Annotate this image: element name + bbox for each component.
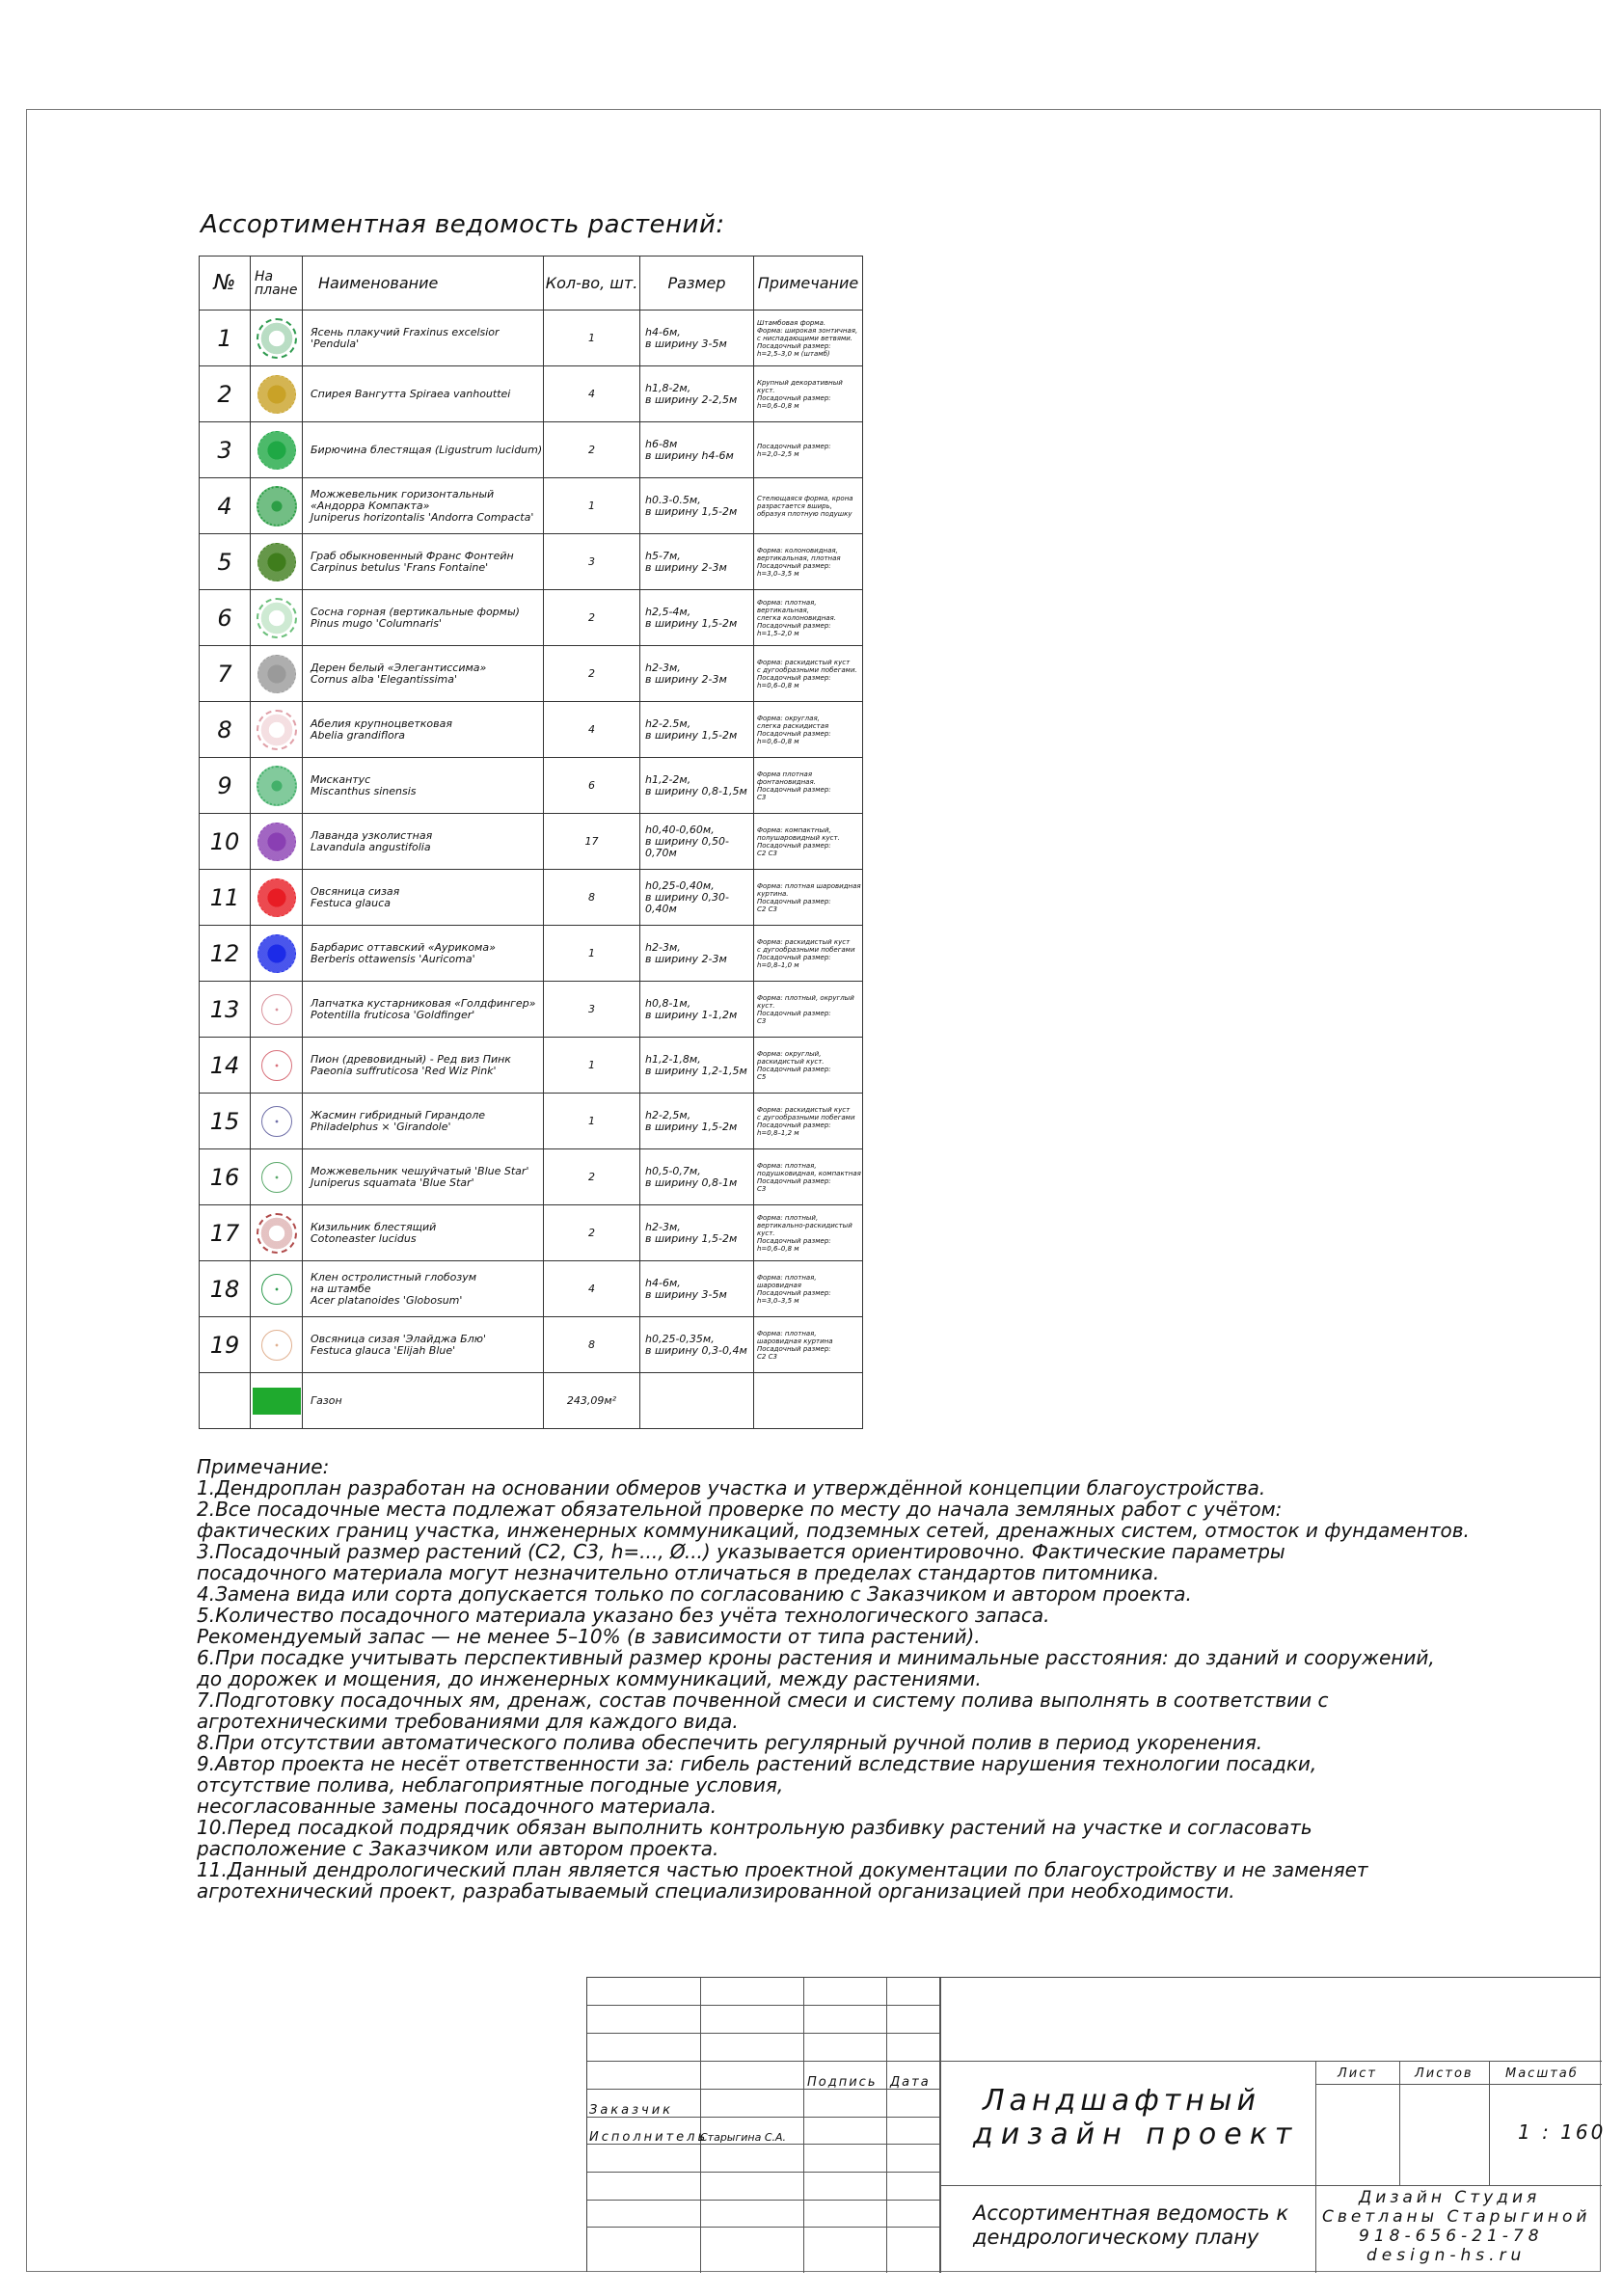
plant-name: Ясень плакучий Fraxinus excelsior 'Pendula' xyxy=(303,311,544,366)
plant-size: h2-2,5м, в ширину 1,5-2м xyxy=(640,1094,754,1149)
plant-symbol-icon xyxy=(257,486,297,527)
plan-symbol-cell xyxy=(251,1149,303,1205)
plant-note: Форма: колоновидная, вертикальная, плотная Посадочный размер: h=3,0–3,5 м xyxy=(754,534,863,590)
plant-quantity: 2 xyxy=(544,422,640,478)
plant-size: h0,25-0,40м, в ширину 0,30-0,40м xyxy=(640,870,754,926)
plant-size: h0,8-1м, в ширину 1-1,2м xyxy=(640,982,754,1038)
table-row xyxy=(200,702,863,758)
table-header-row xyxy=(200,257,863,311)
plant-quantity: 8 xyxy=(544,1317,640,1373)
plant-note: Форма: плотная шаровидная куртина. Посадочный размер: С2 С3 xyxy=(754,870,863,926)
stamp-ispolnitel: Исполнитель xyxy=(589,2130,709,2145)
page-title: Ассортиментная ведомость растений: xyxy=(201,210,725,239)
plant-symbol-icon xyxy=(261,1050,292,1081)
row-number: 18 xyxy=(200,1261,251,1317)
plant-size: h1,8-2м, в ширину 2-2,5м xyxy=(640,366,754,422)
notes-heading: Примечание: xyxy=(197,1455,330,1478)
plant-name: Пион (древовидный) - Ред виз Пинк Paeonia suffruticosa 'Red Wiz Pink' xyxy=(303,1038,544,1094)
table-row xyxy=(200,422,863,478)
plant-name: Сосна горная (вертикальные формы) Pinus mugo 'Columnaris' xyxy=(303,590,544,646)
plant-symbol-icon xyxy=(257,1213,297,1254)
header-name: Наименование xyxy=(303,257,544,311)
plant-size: h2,5-4м, в ширину 1,5-2м xyxy=(640,590,754,646)
row-number: 1 xyxy=(200,311,251,366)
plant-name: Овсяница сизая Festuca glauca xyxy=(303,870,544,926)
plant-quantity: 2 xyxy=(544,1205,640,1261)
table-row xyxy=(200,758,863,814)
row-number: 2 xyxy=(200,366,251,422)
plant-note: Форма: плотная, подушковидная, компактная Посадочный размер: С3 xyxy=(754,1149,863,1205)
row-number: 6 xyxy=(200,590,251,646)
plan-symbol-cell xyxy=(251,1373,303,1429)
plant-size: h2-2.5м, в ширину 1,5-2м xyxy=(640,702,754,758)
studio-phone: 918-656-21-78 xyxy=(1359,2227,1544,2246)
table-row xyxy=(200,1094,863,1149)
plant-name: Газон xyxy=(303,1373,544,1429)
plan-symbol-cell xyxy=(251,311,303,366)
row-number: 19 xyxy=(200,1317,251,1373)
note-line: 10.Перед посадкой подрядчик обязан выполнить контрольную разбивку растений на участке и согласовать xyxy=(197,1816,1312,1839)
plant-size: h1,2-1,8м, в ширину 1,2-1,5м xyxy=(640,1038,754,1094)
plant-note: Крупный декоративный куст. Посадочный размер: h=0,6–0,8 м xyxy=(754,366,863,422)
plant-note: Форма: округлая, слегка раскидистая Посадочный размер: h=0,6–0,8 м xyxy=(754,702,863,758)
plan-symbol-cell xyxy=(251,534,303,590)
plant-quantity: 3 xyxy=(544,534,640,590)
stamp-podpis: Подпись xyxy=(807,2075,878,2090)
plan-symbol-cell xyxy=(251,758,303,814)
plan-symbol-cell xyxy=(251,478,303,534)
plant-size: h0,40-0,60м, в ширину 0,50-0,70м xyxy=(640,814,754,870)
note-line: 3.Посадочный размер растений (С2, С3, h=..., Ø...) указывается ориентировочно. Фактические параметры xyxy=(197,1540,1285,1563)
plant-name: Можжевельник горизонтальный «Андорра Компакта» Juniperus horizontalis 'Andorra Compacta' xyxy=(303,478,544,534)
note-line: Рекомендуемый запас — не менее 5–10% (в зависимости от типа растений). xyxy=(197,1625,981,1648)
plant-note: Стелющаяся форма, крона разрастается вширь, образуя плотную подушку xyxy=(754,478,863,534)
plant-name: Спирея Вангутта Spiraea vanhouttei xyxy=(303,366,544,422)
note-line: несогласованные замены посадочного материала. xyxy=(197,1795,717,1818)
note-line: посадочного материала могут незначительно отличаться в пределах стандартов питомника. xyxy=(197,1561,1160,1584)
sheet-title-line-2: дендрологическому плану xyxy=(973,2226,1259,2249)
row-number: 17 xyxy=(200,1205,251,1261)
plant-name: Мискантус Miscanthus sinensis xyxy=(303,758,544,814)
plant-quantity: 2 xyxy=(544,590,640,646)
plant-note xyxy=(754,1373,863,1429)
table-row xyxy=(200,814,863,870)
plant-symbol-icon xyxy=(261,994,292,1025)
plan-symbol-cell xyxy=(251,1094,303,1149)
plan-symbol-cell xyxy=(251,926,303,982)
row-number: 8 xyxy=(200,702,251,758)
plant-name: Можжевельник чешуйчатый 'Blue Star' Juniperus squamata 'Blue Star' xyxy=(303,1149,544,1205)
plant-size: h6-8м в ширину h4-6м xyxy=(640,422,754,478)
lawn-hatch-icon xyxy=(253,1388,301,1415)
plan-symbol-cell xyxy=(251,1317,303,1373)
plan-symbol-cell xyxy=(251,1261,303,1317)
plant-quantity: 2 xyxy=(544,1149,640,1205)
plant-size: h2-3м, в ширину 2-3м xyxy=(640,926,754,982)
title-block xyxy=(586,1977,1607,2272)
plant-name: Лапчатка кустарниковая «Голдфингер» Potentilla fruticosa 'Goldfinger' xyxy=(303,982,544,1038)
plant-quantity: 1 xyxy=(544,1094,640,1149)
notes-block xyxy=(197,1456,1508,1902)
row-number xyxy=(200,1373,251,1429)
plant-name: Абелия крупноцветковая Abelia grandiflora xyxy=(303,702,544,758)
row-number: 12 xyxy=(200,926,251,982)
plant-note: Посадочный размер: h=2,0–2,5 м xyxy=(754,422,863,478)
plant-name: Кизильник блестящий Cotoneaster lucidus xyxy=(303,1205,544,1261)
plan-symbol-cell xyxy=(251,590,303,646)
studio-site: design-hs.ru xyxy=(1366,2246,1527,2265)
plant-quantity: 4 xyxy=(544,1261,640,1317)
table-row xyxy=(200,926,863,982)
plant-symbol-icon xyxy=(257,318,297,359)
plant-name: Клен остролистный глобозум на штамбе Acer platanoides 'Globosum' xyxy=(303,1261,544,1317)
note-line: 1.Дендроплан разработан на основании обмеров участка и утверждённой концепции благоустройства. xyxy=(197,1476,1266,1499)
plant-size: h4-6м, в ширину 3-5м xyxy=(640,1261,754,1317)
plant-name: Граб обыкновенный Франс Фонтейн Carpinus betulus 'Frans Fontaine' xyxy=(303,534,544,590)
plan-symbol-cell xyxy=(251,814,303,870)
row-number: 9 xyxy=(200,758,251,814)
header-size: Размер xyxy=(640,257,754,311)
row-number: 11 xyxy=(200,870,251,926)
row-number: 10 xyxy=(200,814,251,870)
plant-symbol-icon xyxy=(257,823,296,861)
plan-symbol-cell xyxy=(251,982,303,1038)
note-line: расположение с Заказчиком или автором проекта. xyxy=(197,1837,719,1860)
plant-symbol-icon xyxy=(257,598,297,638)
notes-list xyxy=(197,1477,1508,1902)
note-line: агротехническими требованиями для каждого вида. xyxy=(197,1710,739,1733)
row-number: 14 xyxy=(200,1038,251,1094)
plant-quantity: 2 xyxy=(544,646,640,702)
note-line: 6.При посадке учитывать перспективный размер кроны растения и минимальные расстояния: до зданий и сооружений, xyxy=(197,1646,1435,1669)
plan-symbol-cell xyxy=(251,422,303,478)
plant-quantity: 1 xyxy=(544,926,640,982)
note-line: 4.Замена вида или сорта допускается только по согласованию с Заказчиком и автором проекта. xyxy=(197,1582,1192,1606)
note-line: 8.При отсутствии автоматического полива обеспечить регулярный ручной полив в период укоренения. xyxy=(197,1731,1263,1754)
plant-note: Форма: плотная, вертикальная, слегка колоновидная. Посадочный размер: h=1,5–2,0 м xyxy=(754,590,863,646)
table-row xyxy=(200,478,863,534)
stamp-list: Лист xyxy=(1338,2066,1377,2081)
table-row xyxy=(200,1261,863,1317)
row-number: 7 xyxy=(200,646,251,702)
row-number: 4 xyxy=(200,478,251,534)
plant-note: Форма плотная фонтановидная. Посадочный размер: С3 xyxy=(754,758,863,814)
table-row xyxy=(200,366,863,422)
plant-symbol-icon xyxy=(257,766,297,806)
plan-symbol-cell xyxy=(251,366,303,422)
table-row xyxy=(200,982,863,1038)
plant-name: Жасмин гибридный Гирандоле Philadelphus × 'Girandole' xyxy=(303,1094,544,1149)
plant-quantity: 17 xyxy=(544,814,640,870)
plant-size: h0,25-0,35м, в ширину 0,3-0,4м xyxy=(640,1317,754,1373)
plant-name: Барбарис оттавский «Аурикома» Berberis ottawensis 'Auricoma' xyxy=(303,926,544,982)
row-number: 15 xyxy=(200,1094,251,1149)
stamp-listov: Листов xyxy=(1415,2066,1474,2081)
plant-symbol-icon xyxy=(257,878,296,917)
table-row xyxy=(200,1317,863,1373)
sheet-title-line-1: Ассортиментная ведомость к xyxy=(973,2201,1289,2225)
plant-note: Форма: плотный, округлый куст. Посадочный размер: С3 xyxy=(754,982,863,1038)
plant-quantity: 4 xyxy=(544,702,640,758)
plant-size: h2-3м, в ширину 2-3м xyxy=(640,646,754,702)
plant-size: h0.3-0.5м, в ширину 1,5-2м xyxy=(640,478,754,534)
plant-quantity: 243,09м² xyxy=(544,1373,640,1429)
plant-symbol-icon xyxy=(261,1162,292,1193)
table-row xyxy=(200,1149,863,1205)
table-row xyxy=(200,1373,863,1429)
plant-quantity: 1 xyxy=(544,478,640,534)
plan-symbol-cell xyxy=(251,870,303,926)
plant-name: Овсяница сизая 'Элайджа Блю' Festuca glauca 'Elijah Blue' xyxy=(303,1317,544,1373)
plant-symbol-icon xyxy=(257,934,296,973)
plant-symbol-icon xyxy=(257,655,296,693)
note-line: до дорожек и мощения, до инженерных коммуникаций, между растениями. xyxy=(197,1667,982,1690)
row-number: 16 xyxy=(200,1149,251,1205)
plant-symbol-icon xyxy=(257,543,296,581)
plan-symbol-cell xyxy=(251,702,303,758)
table-row xyxy=(200,1205,863,1261)
plant-symbol-icon xyxy=(257,375,296,414)
plant-symbol-icon xyxy=(257,431,296,470)
plant-quantity: 6 xyxy=(544,758,640,814)
plant-note: Форма: плотная, шаровидная Посадочный размер: h=3,0–3,5 м xyxy=(754,1261,863,1317)
plan-symbol-cell xyxy=(251,1205,303,1261)
plant-note: Форма: раскидистый куст с дугообразными побегами. Посадочный размер: h=0,6–0,8 м xyxy=(754,646,863,702)
plant-size: h0,5-0,7м, в ширину 0,8-1м xyxy=(640,1149,754,1205)
row-number: 5 xyxy=(200,534,251,590)
plant-name: Лаванда узколистная Lavandula angustifolia xyxy=(303,814,544,870)
table-row xyxy=(200,534,863,590)
stamp-scale: 1 : 160 xyxy=(1518,2120,1607,2144)
plant-quantity: 8 xyxy=(544,870,640,926)
note-line: 11.Данный дендрологический план является частью проектной документации по благоустройству и не заменяет xyxy=(197,1858,1368,1881)
assortment-table xyxy=(199,256,863,1429)
note-line: 9.Автор проекта не несёт ответственности за: гибель растений вследствие нарушения технологии посадки, xyxy=(197,1752,1317,1775)
note-line: фактических границ участка, инженерных коммуникаций, подземных сетей, дренажных систем, отмосток и фундаментов. xyxy=(197,1519,1470,1542)
stamp-data: Дата xyxy=(890,2075,931,2090)
plant-symbol-icon xyxy=(261,1330,292,1361)
plant-symbol-icon xyxy=(257,710,297,750)
note-line: 7.Подготовку посадочных ям, дренаж, состав почвенной смеси и систему полива выполнять в соответствии с xyxy=(197,1688,1329,1712)
table-row xyxy=(200,1038,863,1094)
plant-symbol-icon xyxy=(261,1274,292,1305)
stamp-zakazchik: Заказчик xyxy=(589,2103,674,2118)
plant-size: h5-7м, в ширину 2-3м xyxy=(640,534,754,590)
note-line: 5.Количество посадочного материала указано без учёта технологического запаса. xyxy=(197,1604,1050,1627)
plan-symbol-cell xyxy=(251,646,303,702)
plant-name: Дерен белый «Элегантиссима» Cornus alba 'Elegantissima' xyxy=(303,646,544,702)
header-note: Примечание xyxy=(754,257,863,311)
plant-size xyxy=(640,1373,754,1429)
plant-note: Форма: раскидистый куст с дугообразными побегами Посадочный размер: h=0,8–1,0 м xyxy=(754,926,863,982)
plant-note: Форма: раскидистый куст с дугообразными побегами Посадочный размер: h=0,8–1,2 м xyxy=(754,1094,863,1149)
plant-note: Форма: плотный, вертикально-раскидистый куст. Посадочный размер: h=0,6–0,8 м xyxy=(754,1205,863,1261)
studio-name-2: Светланы Старыгиной xyxy=(1322,2207,1591,2227)
plan-symbol-cell xyxy=(251,1038,303,1094)
row-number: 3 xyxy=(200,422,251,478)
plant-size: h1,2-2м, в ширину 0,8-1,5м xyxy=(640,758,754,814)
table-row xyxy=(200,646,863,702)
header-on-plan: На плане xyxy=(251,257,303,311)
header-num: № xyxy=(200,257,251,311)
plant-size: h2-3м, в ширину 1,5-2м xyxy=(640,1205,754,1261)
plant-note: Форма: компактный, полушаровидный куст. Посадочный размер: С2 С3 xyxy=(754,814,863,870)
plant-quantity: 1 xyxy=(544,1038,640,1094)
table-row xyxy=(200,590,863,646)
plant-size: h4-6м, в ширину 3-5м xyxy=(640,311,754,366)
note-line: отсутствие полива, неблагоприятные погодные условия, xyxy=(197,1773,784,1796)
stamp-masshtab: Масштаб xyxy=(1505,2066,1579,2081)
plant-name: Бирючина блестящая (Ligustrum lucidum) xyxy=(303,422,544,478)
table-row xyxy=(200,311,863,366)
plant-quantity: 4 xyxy=(544,366,640,422)
header-qty: Кол-во, шт. xyxy=(544,257,640,311)
studio-name-1: Дизайн Студия xyxy=(1359,2188,1541,2207)
row-number: 13 xyxy=(200,982,251,1038)
table-row xyxy=(200,870,863,926)
plant-quantity: 1 xyxy=(544,311,640,366)
project-title-line-2: дизайн проект xyxy=(973,2118,1300,2151)
plant-symbol-icon xyxy=(261,1106,292,1137)
plant-note: Форма: плотная, шаровидная куртина Посадочный размер: С2 С3 xyxy=(754,1317,863,1373)
note-line: агротехнический проект, разрабатываемый специализированной организацией при необходимости. xyxy=(197,1879,1235,1903)
stamp-ispolnitel-name: Старыгина С.А. xyxy=(700,2131,787,2144)
note-line: 2.Все посадочные места подлежат обязательной проверке по месту до начала земляных работ с учётом: xyxy=(197,1498,1283,1521)
plant-quantity: 3 xyxy=(544,982,640,1038)
plant-note: Штамбовая форма. Форма: широкая зонтичная, с ниспадающими ветвями. Посадочный размер: h=2,5–3,0 м (штамб) xyxy=(754,311,863,366)
plant-note: Форма: округлый, раскидистый куст. Посадочный размер: С5 xyxy=(754,1038,863,1094)
project-title-line-1: Ландшафтный xyxy=(983,2084,1261,2118)
